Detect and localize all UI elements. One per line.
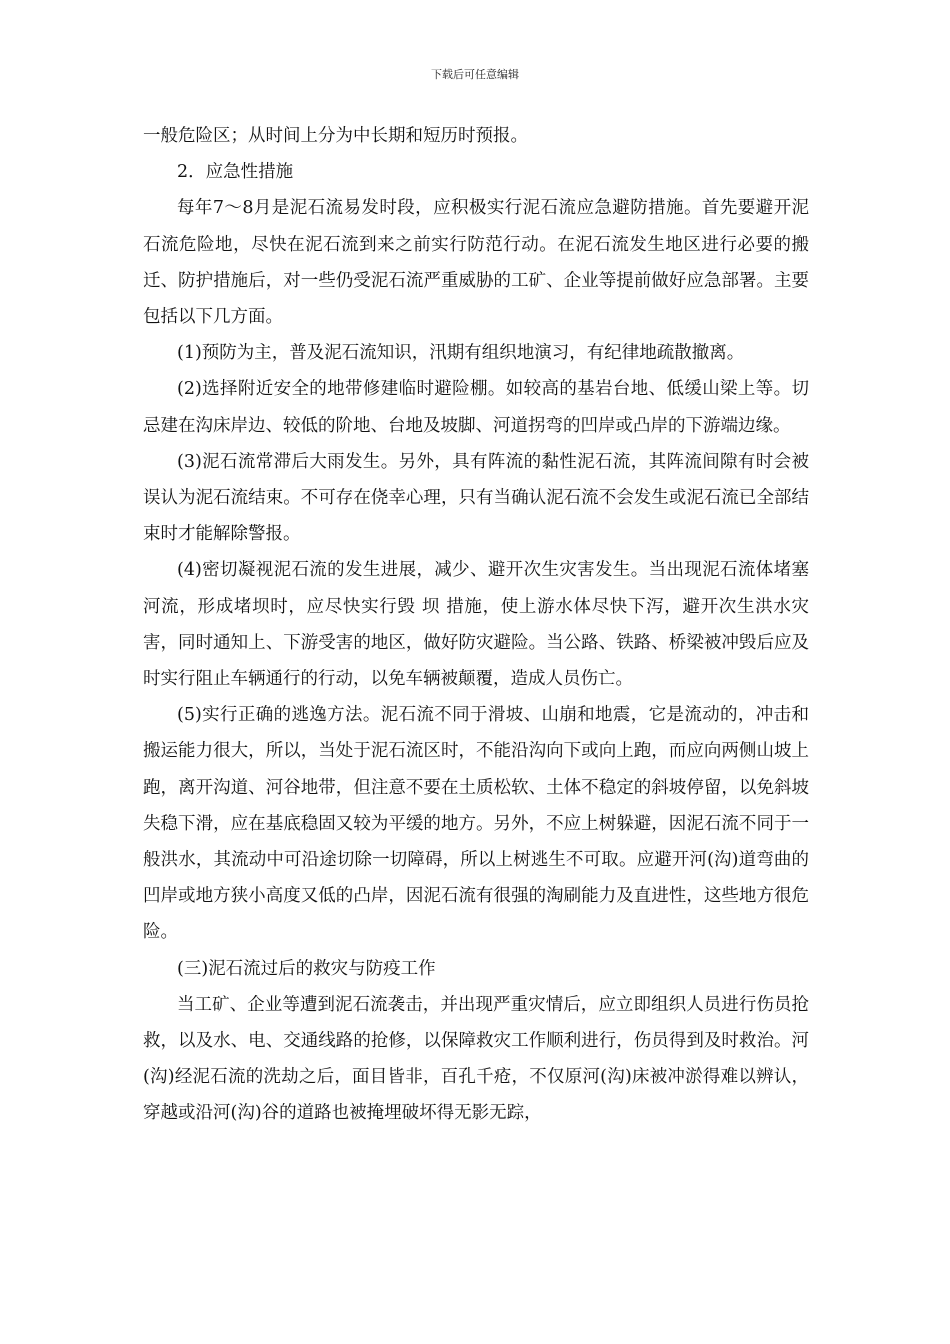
paragraph-intro: 每年7～8月是泥石流易发时段，应积极实行泥石流应急避防措施。首先要避开泥石流危险地，尽快在泥石流到来之前实行防范行动。在泥石流发生地区进行必要的搬迁、防护措施后，对一些仍受泥石流严重威胁的工矿、企业等提前做好应急部署。主要包括以下几方面。 bbox=[143, 198, 809, 328]
section-heading-emergency-measures: 2．应急性措施 bbox=[177, 162, 294, 183]
list-item-4: (4)密切凝视泥石流的发生进展，减少、避开次生灾害发生。当出现泥石流体堵塞河流，形成堵坝时，应尽快实行毁 坝 措施，使上游水体尽快下泻，避开次生洪水灾害，同时通知上、下游受害的地区，做好防灾避险。当公路、铁路、桥梁被冲毁后应及时实行阻止车辆通行的行动，以免车辆被颠覆，造成人员伤亡。 bbox=[143, 560, 809, 690]
list-item-5: (5)实行正确的逃逸方法。泥石流不同于滑坡、山崩和地震，它是流动的，冲击和搬运能力很大，所以，当处于泥石流区时，不能沿沟向下或向上跑，而应向两侧山坡上跑，离开沟道、河谷地带，但注意不要在土质松软、土体不稳定的斜坡停留，以免斜坡失稳下滑，应在基底稳固又较为平缓的地方。另外，不应上树躲避，因泥石流不同于一般洪水，其流动中可沿途切除一切障碍，所以上树逃生不可取。应避开河(沟)道弯曲的凹岸或地方狭小高度又低的凸岸，因泥石流有很强的淘刷能力及直进性，这些地方很危险。 bbox=[143, 705, 809, 943]
document-body bbox=[143, 118, 809, 1132]
section-heading-relief: (三)泥石流过后的救灾与防疫工作 bbox=[177, 958, 436, 979]
list-item-3: (3)泥石流常滞后大雨发生。另外，具有阵流的黏性泥石流，其阵流间隙有时会被误认为泥石流结束。不可存在侥幸心理，只有当确认泥石流不会发生或泥石流已全部结束时才能解除警报。 bbox=[143, 451, 809, 545]
list-item-1: (1)预防为主，普及泥石流知识，汛期有组织地演习，有纪律地疏散撤离。 bbox=[177, 343, 745, 364]
paragraph-relief: 当工矿、企业等遭到泥石流袭击，并出现严重灾情后，应立即组织人员进行伤员抢救，以及水、电、交通线路的抢修，以保障救灾工作顺利进行，伤员得到及时救治。河(沟)经泥石流的洗劫之后，面目皆非，百孔千疮，不仅原河(沟)床被冲淤得难以辨认，穿越或沿河(沟)谷的道路也被掩埋破坏得无影无踪， bbox=[143, 994, 809, 1124]
page-header: 下载后可任意编辑 bbox=[431, 68, 519, 81]
list-item-2: (2)选择附近安全的地带修建临时避险棚。如较高的基岩台地、低缓山梁上等。切忌建在沟床岸边、较低的阶地、台地及坡脚、河道拐弯的凹岸或凸岸的下游端边缘。 bbox=[143, 379, 809, 436]
paragraph-continuation: 一般危险区；从时间上分为中长期和短历时预报。 bbox=[143, 126, 528, 146]
